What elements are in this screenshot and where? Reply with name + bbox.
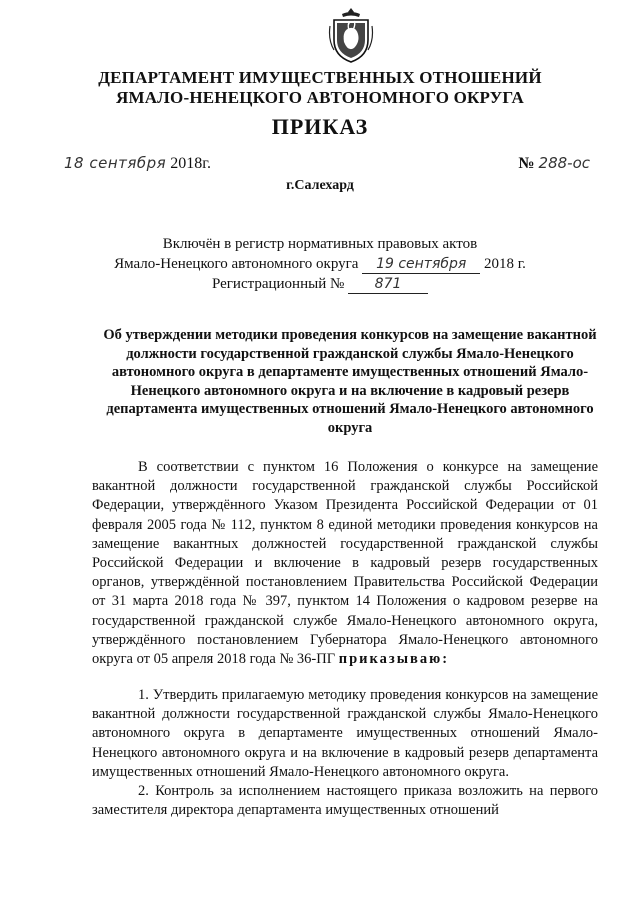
city: г.Салехард bbox=[286, 178, 354, 193]
registration-stamp-line3 bbox=[0, 276, 640, 294]
date-suffix: г. bbox=[202, 155, 211, 172]
document-type: ПРИКАЗ bbox=[271, 114, 369, 139]
order-verb: приказываю: bbox=[338, 651, 450, 668]
order-item-2: 2. Контроль за исполнением настоящего приказа возложить на первого заместителя директора департамента имущественных отношений bbox=[92, 783, 598, 819]
organization-name-line1: ДЕПАРТАМЕНТ ИМУЩЕСТВЕННЫХ ОТНОШЕНИЙ bbox=[98, 68, 542, 87]
registration-year: 2018 г. bbox=[483, 256, 526, 272]
registration-stamp-line2 bbox=[0, 256, 640, 274]
registration-date-field bbox=[362, 256, 480, 274]
registration-number-field bbox=[348, 276, 428, 294]
handwritten-number: 288-ос bbox=[538, 154, 590, 172]
order-item-1: 1. Утвердить прилагаемую методику проведения конкурсов на замещение вакантной должности государственной гражданской службы Ямало-Ненецкого автономного округа в департаменте имущественных отношений Ямало-Ненецкого автономного округа и на включение в кадровый резерв департамента имущественных отношений Ямало-Ненецкого автономного округа. bbox=[92, 687, 598, 780]
order-date bbox=[64, 154, 211, 173]
handwritten-registration-number: 871 bbox=[374, 276, 402, 292]
handwritten-date: 18 сентября bbox=[64, 154, 167, 172]
registration-stamp-line1: Включён в регистр нормативных правовых актов bbox=[162, 236, 478, 252]
preamble-paragraph bbox=[92, 458, 598, 669]
order-number bbox=[518, 154, 590, 173]
coat-of-arms-icon bbox=[328, 6, 374, 64]
preamble-text: В соответствии с пунктом 16 Положения о конкурсе на замещение вакантной должности государственной гражданской службы Российской Федерации, утверждённого Указом Президента Российской Федерации от 01 февраля 2005 года № 112, пунктом 8 единой методики проведения конкурсов на замещение вакантных должностей государственной гражданской службы Российской Федерации и включение в кадровый резерв государственных органов, утверждённой постановлением Правительства Российской Федерации от 31 марта 2018 года № 397, пунктом 14 Положения о кадровом резерве на государственной гражданской службе Ямало-Ненецкого автономного округа, утверждённого постановлением Губернатора Ямало-Ненецкого автономного округа от 05 апреля 2018 года № 36-ПГ bbox=[92, 459, 598, 668]
handwritten-registration-date: 19 сентября bbox=[376, 256, 467, 272]
document-subject: Об утверждении методики проведения конкурсов на замещение вакантной должности государственной гражданской службы Ямало-Ненецкого автономного округа в департаменте имущественных отношений Ямало-Ненецкого автономного округа и на включение в кадровый резерв департамента имущественных отношений Ямало-Ненецкого автономного округа bbox=[103, 327, 597, 436]
date-year: 2018 bbox=[170, 155, 203, 172]
organization-name-line2: ЯМАЛО-НЕНЕЦКОГО АВТОНОМНОГО ОКРУГА bbox=[115, 88, 525, 107]
registration-region: Ямало-Ненецкого автономного округа bbox=[114, 256, 359, 272]
number-label: № bbox=[518, 155, 535, 172]
registration-number-label: Регистрационный № bbox=[211, 276, 345, 292]
